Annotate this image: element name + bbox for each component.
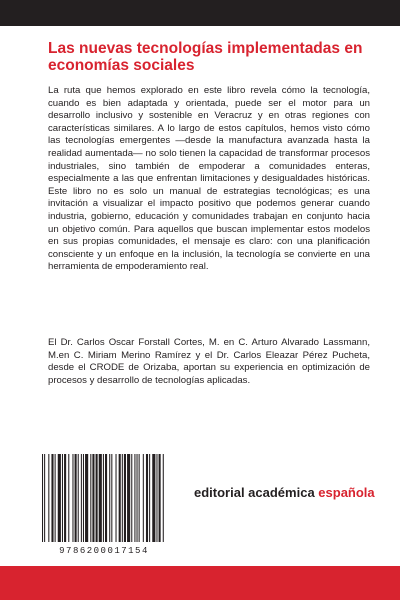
barcode-bar [159, 454, 161, 542]
book-title: Las nuevas tecnologías implementadas en economías sociales [48, 40, 363, 74]
barcode-bar [137, 454, 138, 542]
barcode-bar [51, 454, 53, 542]
barcode-bar [156, 454, 157, 542]
barcode-bar [146, 454, 148, 542]
barcode-bar [149, 454, 150, 542]
barcode-bar [163, 454, 164, 542]
isbn-number: 9786200017154 [59, 546, 149, 556]
barcode-bar [109, 454, 110, 542]
barcode-bar [75, 454, 77, 542]
bottom-color-band [0, 566, 400, 600]
barcode-bar [55, 454, 56, 542]
barcode-bar [72, 454, 73, 542]
barcode-bar [83, 454, 84, 542]
publisher-name-accent: española [318, 485, 375, 500]
barcode-bar [81, 454, 82, 542]
publisher-logo [194, 485, 375, 500]
barcode-bar [105, 454, 107, 542]
barcode-bar [96, 454, 98, 542]
barcode-bar [152, 454, 155, 542]
barcode-bar [122, 454, 123, 542]
authors-paragraph: El Dr. Carlos Oscar Forstall Cortes, M. en C. Arturo Alvarado Lassmann, M.en C. Miriam Merino Ramírez y el Dr. Carlos Eleazar Pérez Pucheta, desde el CRODE de Orizaba, aportan su experiencia en optimización de procesos y desarrollo de tecnologías aplicadas. [48, 337, 370, 386]
barcode-bar [62, 454, 63, 542]
barcode-bar [134, 454, 135, 542]
barcode-bar [42, 454, 43, 542]
barcode-bar [131, 454, 132, 542]
barcode-bar [78, 454, 79, 542]
barcode-bar [111, 454, 112, 542]
barcode-bar [44, 454, 45, 542]
top-color-band [0, 0, 400, 26]
barcode-bar [127, 454, 130, 542]
barcode-bar [119, 454, 121, 542]
publisher-name: editorial académica [194, 485, 315, 500]
isbn-barcode [36, 454, 172, 562]
barcode-bar [92, 454, 94, 542]
synopsis-paragraph: La ruta que hemos explorado en este libro revela cómo la tecnología, cuando es bien adaptada y orientada, puede ser el motor para un desarrollo inclusivo y sostenible en Veracruz y en otras regiones con características similares. A lo largo de estos capítulos, hemos visto cómo las tecnologías emergentes —desde la manufactura avanzada hasta la realidad aumentada— no solo tienen la capacidad de transformar procesos industriales, sino también de empoderar a comunidades enteras, especialmente a las que enfrentan limitaciones y desigualdades históricas. Este libro no es solo un manual de estrategias tecnológicas; es una invitación a visualizar el impacto positivo que podemos generar cuando industria, gobierno, educación y comunidades trabajan en conjunto hacia un objetivo común. Para aquellos que buscan implementar estos modelos en sus propias comunidades, el mensaje es claro: con una planificación consciente y un enfoque en la inclusión, la tecnología se convierte en una herramienta de empoderamiento real. [48, 85, 370, 273]
barcode-bar [116, 454, 117, 542]
barcode-bar [58, 454, 61, 542]
barcode-bar [90, 454, 91, 542]
barcode-bar [124, 454, 126, 542]
barcode-bar [139, 454, 140, 542]
barcode-bar [85, 454, 88, 542]
barcode-bar [103, 454, 104, 542]
barcode-bar [143, 454, 144, 542]
barcode-bar [68, 454, 69, 542]
barcode-bar [99, 454, 102, 542]
barcode-bar [48, 454, 49, 542]
barcode-bars [42, 454, 166, 544]
barcode-bar [64, 454, 66, 542]
